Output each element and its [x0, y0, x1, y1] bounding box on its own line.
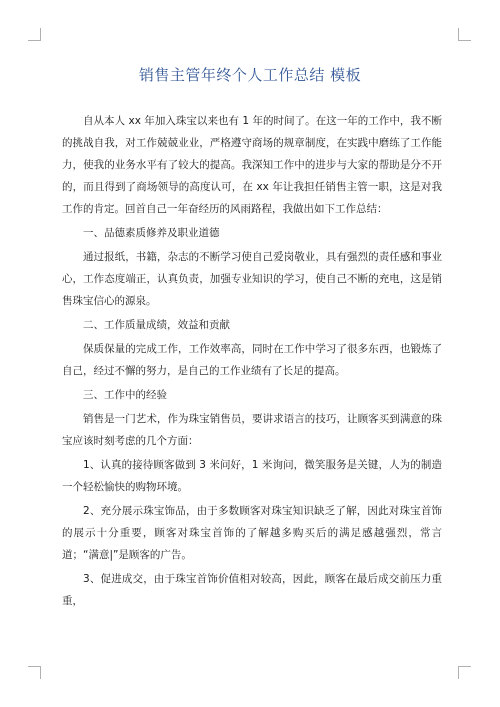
crop-mark-bottom-left: [28, 666, 41, 679]
section-paragraph-3: 销售是一门艺术，作为珠宝销售员，要讲求语言的技巧，让顾客买到满意的珠宝应该时刻考虑的几个方面：: [62, 413, 442, 447]
crop-mark-top-right: [458, 28, 471, 41]
section-paragraph-2: 保质保量的完成工作，工作效率高，同时在工作中学习了很多东西，也锻炼了自己，经过不懈的努力，是自己的工作业绩有了长足的提高。: [62, 343, 442, 377]
list-item-2: 2、充分展示珠宝饰品，由于多数顾客对珠宝知识缺乏了解，因此对珠宝首饰的展示十分重要，顾客对珠宝首饰的了解越多购买后的满足感越强烈，常言道；“满意|”是顾客的广告。: [62, 505, 442, 561]
document-body: [62, 110, 442, 614]
list-item-3: 3、促进成交，由于珠宝首饰价值相对较高，因此，顾客在最后成交前压力重重，: [62, 573, 442, 607]
section-paragraph-1: 通过报纸，书籍，杂志的不断学习使自己爱岗敬业，具有强烈的责任感和事业心，工作态度端正，认真负责，加强专业知识的学习，使自己不断的充电，这是销售珠宝信心的源泉。: [62, 251, 442, 307]
document-title: 销售主管年终个人工作总结 模板: [138, 66, 362, 84]
crop-mark-top-left: [28, 28, 41, 41]
list-item-1: 1、认真的接待顾客做到 3 米问好，1 米询问，微笑服务是关键，人为的制造一个轻松愉快的购物环境。: [62, 459, 442, 493]
intro-paragraph: 自从本人 xx 年加入珠宝以来也有 1 年的时间了。在这一年的工作中，我不断的挑战自我，对工作兢兢业业，严格遵守商场的规章制度，在实践中磨练了工作能力，使我的业务水平有了较大的提高。我深知工作中的进步与大家的帮助是分不开的，而且得到了商场领导的高度认可，在 xx 年让我担任销售主管一职，这是对我工作的肯定。回首自己一年奋经历的风雨路程，我做出如下工作总结：: [62, 115, 442, 215]
section-heading-2: 二、工作质量成绩，效益和贡献: [83, 319, 230, 331]
section-heading-3: 三、工作中的经验: [83, 389, 167, 401]
crop-mark-bottom-right: [458, 666, 471, 679]
section-heading-1: 一、品德素质修养及职业道德: [83, 227, 220, 239]
